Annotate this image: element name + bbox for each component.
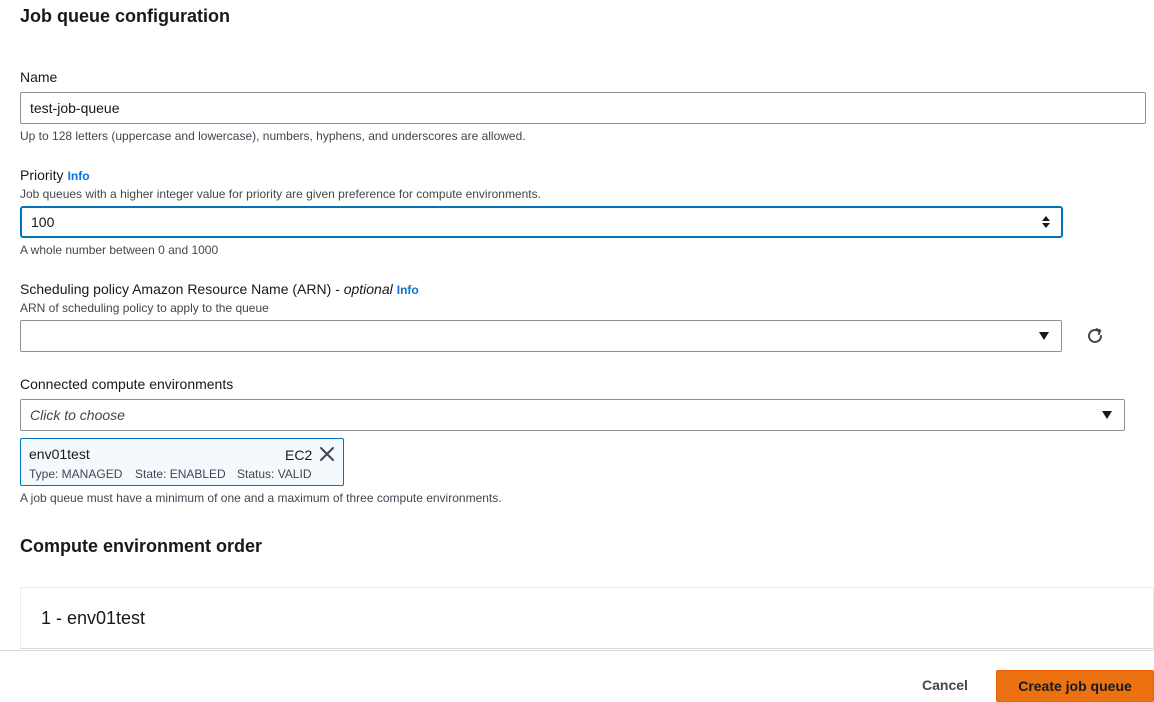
scheduling-policy-info-link[interactable]: Info (396, 283, 419, 297)
optional-label: optional (343, 281, 393, 297)
compute-envs-label: Connected compute environments (20, 376, 234, 392)
cancel-button[interactable]: Cancel (922, 677, 968, 693)
priority-description: Job queues with a higher integer value for priority are given preference for compute environments. (20, 187, 541, 201)
scheduling-policy-label-row (20, 281, 419, 297)
name-input-value: test-job-queue (30, 100, 120, 116)
caret-down-icon (1102, 411, 1112, 419)
order-list-item[interactable] (20, 587, 1154, 649)
priority-hint: A whole number between 0 and 1000 (20, 243, 219, 257)
order-section-title: Compute environment order (20, 536, 263, 556)
name-input[interactable] (20, 92, 1146, 124)
caret-down-icon (1039, 332, 1049, 340)
priority-label: Priority (20, 167, 64, 183)
scheduling-policy-label: Scheduling policy Amazon Resource Name (ARN) - (20, 281, 344, 297)
priority-label-row (20, 167, 90, 183)
close-icon[interactable] (319, 446, 335, 462)
token-env-name: env01test (29, 446, 90, 462)
priority-info-link[interactable]: Info (67, 169, 90, 183)
refresh-icon[interactable] (1084, 325, 1106, 347)
token-env-tag: EC2 (285, 447, 313, 463)
compute-envs-placeholder: Click to choose (30, 407, 125, 423)
priority-input-value: 100 (31, 214, 55, 230)
section-title: Job queue configuration (20, 6, 230, 26)
compute-envs-hint: A job queue must have a minimum of one and a maximum of three compute environments. (20, 491, 502, 505)
create-job-queue-button[interactable]: Create job queue (996, 670, 1154, 702)
compute-env-token (20, 438, 344, 486)
scheduling-policy-select[interactable] (20, 320, 1062, 352)
scheduling-policy-description: ARN of scheduling policy to apply to the queue (20, 301, 269, 315)
name-hint: Up to 128 letters (uppercase and lowercase), numbers, hyphens, and underscores are allowed. (20, 129, 526, 143)
number-stepper-icon[interactable] (1042, 216, 1050, 228)
priority-input[interactable] (20, 206, 1063, 238)
footer-divider (0, 650, 1154, 651)
order-item-label: 1 - env01test (41, 608, 146, 628)
token-env-status: Status: VALID (237, 467, 312, 481)
token-env-state: State: ENABLED (135, 467, 226, 481)
name-label: Name (20, 69, 58, 85)
token-env-type: Type: MANAGED (29, 467, 123, 481)
compute-envs-select[interactable] (20, 399, 1125, 431)
